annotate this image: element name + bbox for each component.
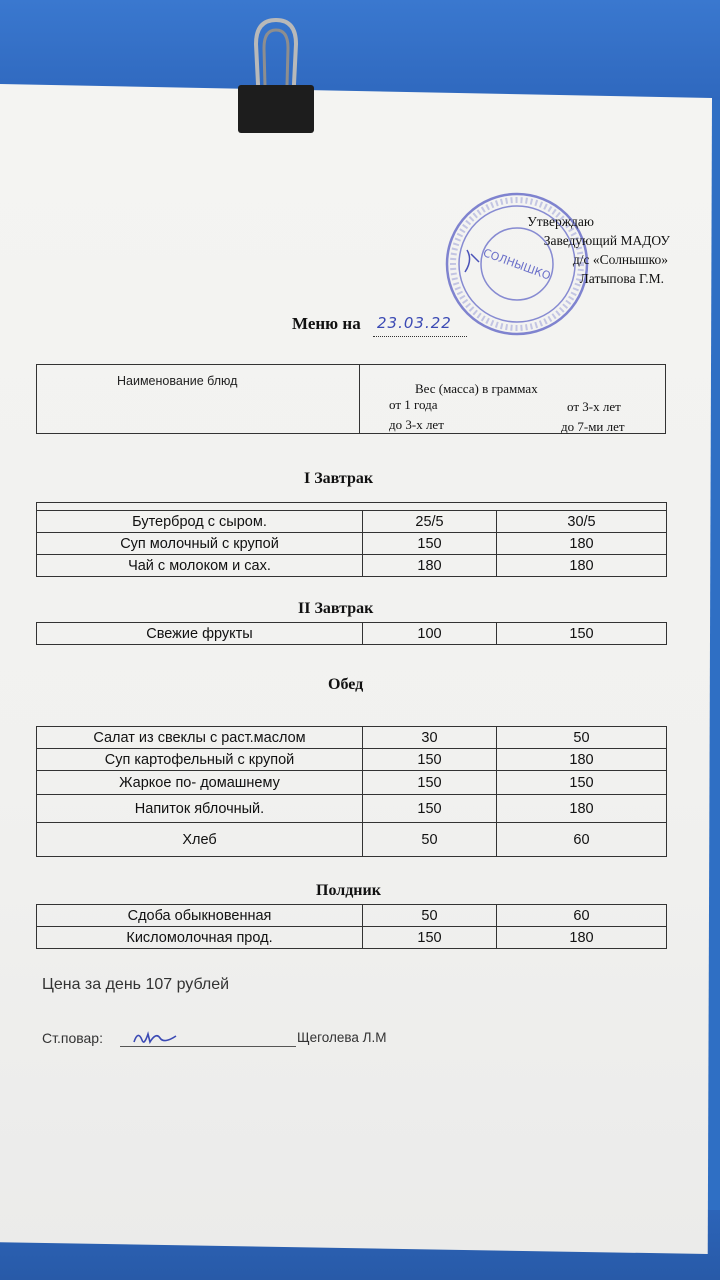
- table-row: [37, 823, 667, 857]
- weight-age-2: 180: [497, 555, 667, 577]
- dish-name: Свежие фрукты: [37, 623, 363, 645]
- dish-name: Бутерброд с сыром.: [37, 511, 363, 533]
- weight-age-2: 180: [497, 795, 667, 823]
- weight-age-1: 30: [363, 727, 497, 749]
- weight-age-1: 150: [363, 771, 497, 795]
- breakfast-2-table: [36, 622, 667, 645]
- approval-line-3: д/с «Солнышко»: [572, 252, 668, 267]
- dish-name: Сдоба обыкновенная: [37, 905, 363, 927]
- dish-name: Хлеб: [37, 823, 363, 857]
- header-table: [36, 364, 666, 434]
- weight-age-1: 150: [363, 749, 497, 771]
- dish-name-header-cell: [37, 365, 360, 433]
- breakfast-1-table: [36, 502, 667, 577]
- weight-age-1: 150: [363, 927, 497, 949]
- binder-clip-icon: [238, 85, 314, 133]
- cook-signature: [130, 1024, 180, 1050]
- weight-age-2: 30/5: [497, 511, 667, 533]
- weight-age-2: 180: [497, 749, 667, 771]
- dish-name: Чай с молоком и сах.: [37, 555, 363, 577]
- table-row: [37, 795, 667, 823]
- table-row: [37, 905, 667, 927]
- age-group-2-line-2: до 7-ми лет: [561, 419, 625, 434]
- approval-line-1: Утверждаю: [527, 214, 594, 229]
- afternoon-snack-table: [36, 904, 667, 949]
- table-row: [37, 555, 667, 577]
- weight-age-2: 150: [497, 623, 667, 645]
- section-title-breakfast-2: II Завтрак: [298, 600, 374, 617]
- approval-line-2: Заведующий МАДОУ: [543, 233, 670, 248]
- table-row: [37, 749, 667, 771]
- table-row: [37, 727, 667, 749]
- dish-name: Салат из свеклы с раст.маслом: [37, 727, 363, 749]
- lunch-table: [36, 726, 667, 857]
- table-row: [37, 771, 667, 795]
- section-title-breakfast-1: I Завтрак: [304, 470, 374, 487]
- blue-background-top: [0, 0, 720, 100]
- weight-age-2: 180: [497, 533, 667, 555]
- weight-age-1: 150: [363, 533, 497, 555]
- table-row: [37, 511, 667, 533]
- dish-name: Суп молочный с крупой: [37, 533, 363, 555]
- weight-age-1: 50: [363, 905, 497, 927]
- weight-age-1: 50: [363, 823, 497, 857]
- weight-age-2: 60: [497, 905, 667, 927]
- cook-label: Ст.повар:: [42, 1030, 103, 1046]
- menu-date: [373, 314, 467, 340]
- approval-line-4: Латыпова Г.М.: [579, 271, 664, 286]
- section-title-lunch: Обед: [328, 676, 364, 693]
- weight-age-1: 25/5: [363, 511, 497, 533]
- table-row: [37, 623, 667, 645]
- menu-date-handwritten: 23.03.22: [377, 314, 452, 332]
- weight-age-2: 180: [497, 927, 667, 949]
- weight-age-2: 50: [497, 727, 667, 749]
- table-row: [37, 927, 667, 949]
- dish-name: Кисломолочная прод.: [37, 927, 363, 949]
- weight-age-1: 150: [363, 795, 497, 823]
- dish-name-header: Наименование блюд: [117, 374, 238, 388]
- cook-name: Щеголева Л.М: [297, 1030, 387, 1045]
- menu-title: Меню на: [292, 314, 361, 333]
- weight-age-1: 180: [363, 555, 497, 577]
- weight-age-2: 60: [497, 823, 667, 857]
- weight-age-1: 100: [363, 623, 497, 645]
- daily-price: Цена за день 107 рублей: [42, 976, 230, 993]
- section-title-afternoon-snack: Полдник: [316, 882, 381, 899]
- dish-name: Напиток яблочный.: [37, 795, 363, 823]
- age-group-2-line-1: от 3-х лет: [567, 399, 621, 414]
- age-group-1-line-1: от 1 года: [389, 397, 438, 412]
- dish-name: Суп картофельный с крупой: [37, 749, 363, 771]
- dish-name: Жаркое по- домашнему: [37, 771, 363, 795]
- date-underline: [373, 336, 467, 337]
- weight-header: Вес (масса) в граммах: [415, 381, 538, 396]
- approval-block: [500, 212, 670, 288]
- stamp-center-text: СОЛНЫШКО: [481, 246, 553, 283]
- age-group-1-line-2: до 3-х лет: [389, 417, 444, 432]
- weight-age-2: 150: [497, 771, 667, 795]
- table-row: [37, 533, 667, 555]
